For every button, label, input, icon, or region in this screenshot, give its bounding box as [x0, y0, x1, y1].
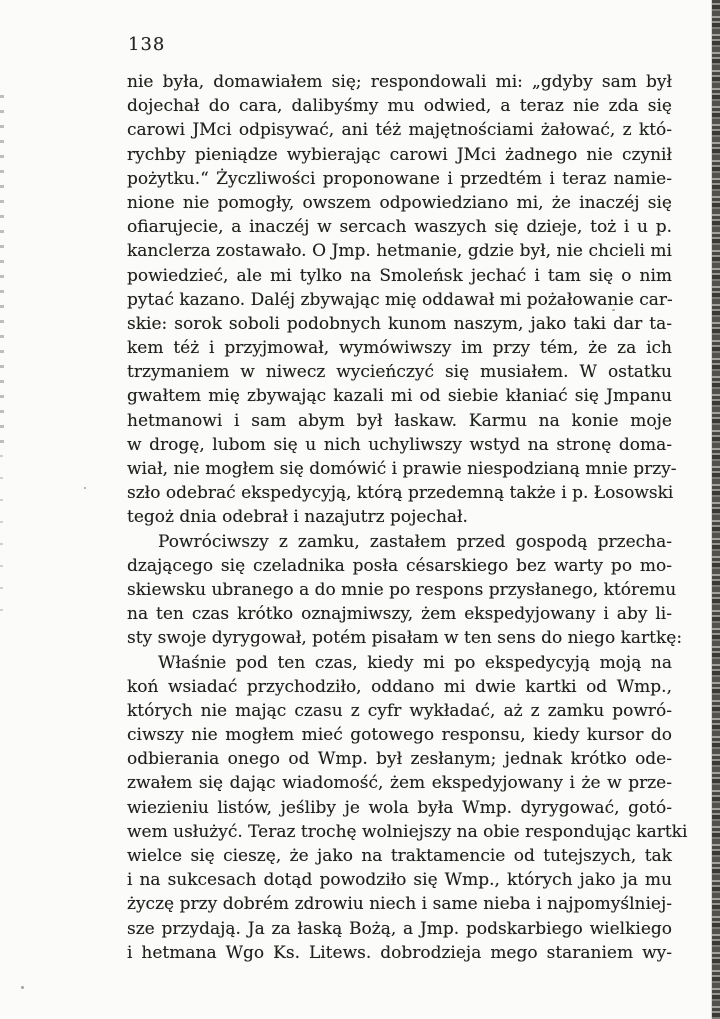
scan-artifact-left-dashes-lower — [0, 455, 3, 625]
text-line: dzającego się czeladnika posła césarskiego bez warty po mo- — [127, 555, 672, 576]
text-line: nione nie pomogły, owszem odpowiedziano mi, że inaczéj się — [127, 192, 672, 213]
text-line: sty swoje dyrygował, potém pisałam w ten sens do niego kartkę: — [127, 628, 683, 649]
text-line: pytać kazano. Daléj zbywając mię oddawał mi pożałowanie car- — [127, 289, 673, 310]
text-line: Właśnie pod ten czas, kiedy mi po ekspedycyją moją na — [158, 652, 672, 673]
text-line: powiedzieć, ale mi tylko na Smoleńsk jechać i tam się o nim — [127, 265, 672, 286]
scan-artifact-left-dashes — [0, 95, 4, 445]
text-line: wielce się cieszę, że jako na traktamencie od tutejszych, tak — [127, 846, 672, 866]
text-line: i na sukcesach dotąd powodziło się Wmp., których jako ja mu — [127, 870, 672, 891]
text-line: rychby pieniądze wybierając carowi JMci żadnego nie czynił — [127, 144, 672, 165]
text-line: tegoż dnia odebrał i nazajutrz pojechał. — [127, 507, 468, 528]
scan-artifact-right-edge-band — [711, 0, 720, 1019]
text-line: carowi JMci odpisywać, ani téż majętnościami żałować, z któ- — [127, 120, 672, 141]
text-line: sze przydają. Ja za łaską Bożą, a Jmp. podskarbiego wielkiego — [127, 918, 672, 939]
text-line: skiewsku ubranego a do mnie po respons przysłanego, któremu — [127, 579, 677, 600]
text-line: nie była, domawiałem się; respondowali mi: „gdyby sam był — [127, 72, 672, 92]
text-line: gwałtem mię zbywając kazali mi od siebie kłaniać się Jmpanu — [127, 386, 672, 407]
text-line: życzę przy dobrém zdrowiu niech i same nieba i najpomyślniej- — [127, 894, 672, 915]
text-line: ciwszy nie mogłem mieć gotowego responsu, kiedy kursor do — [127, 725, 672, 746]
text-line: kem téż i przyjmował, wymówiwszy im przy tém, że za ich — [127, 338, 672, 359]
text-line: hetmanowi i sam abym był łaskaw. Karmu na konie moje — [127, 410, 672, 431]
text-line: trzymaniem w niwecz wycieńczyć się musiałem. W ostatku — [127, 362, 672, 383]
text-line: których nie mając czasu z cyfr wykładać, aż z zamku powró- — [127, 700, 672, 721]
text-line: ofiarujecie, a inaczéj w sercach waszych się dzieje, toż i u p. — [127, 217, 672, 238]
text-line: zwałem się dając wiadomość, żem ekspedyjowany i że w prze- — [127, 773, 672, 794]
text-line: wiał, nie mogłem się domówić i prawie niespodzianą mnie przy- — [127, 459, 677, 479]
text-line: Powróciwszy z zamku, zastałem przed gospodą przecha- — [158, 531, 672, 552]
text-line: na ten czas krótko oznajmiwszy, żem ekspedyjowany i aby li- — [127, 604, 672, 625]
text-line: wiezieniu listów, jeśliby je wola była Wmp. dyrygować, gotó- — [127, 797, 672, 818]
text-line: odbierania onego od Wmp. był zesłanym; jednak krótko ode- — [127, 749, 672, 770]
page-text — [127, 70, 688, 965]
text-line: wem usłużyć. Teraz trochę wolniejszy na obie respondując kartki — [127, 821, 688, 842]
text-line: skie: sorok soboli podobnych kunom naszym, jako taki dar ta- — [127, 313, 672, 334]
text-line: koń wsiadać przychodziło, oddano mi dwie kartki od Wmp., — [127, 676, 672, 697]
text-line: szło odebrać ekspedycyją, którą przedemną także i p. Łosowski — [127, 483, 674, 504]
text-line: i hetmana Wgo Ks. Litews. dobrodzieja mego staraniem wy- — [127, 942, 672, 963]
page-number: 138 — [128, 34, 166, 55]
text-line: dojechał do cara, dalibyśmy mu odwied, a teraz nie zda się — [127, 96, 672, 117]
text-line: w drogę, lubom się u nich uchyliwszy wstyd na stronę doma- — [127, 434, 672, 455]
scan-artifact-speck — [21, 986, 24, 989]
scan-artifact-speck — [84, 487, 86, 489]
text-line: kanclerza zostawało. O Jmp. hetmanie, gdzie był, nie chcieli mi — [127, 241, 672, 262]
text-line: pożytku.“ Życzliwości proponowane i przedtém i teraz namie- — [127, 168, 672, 189]
